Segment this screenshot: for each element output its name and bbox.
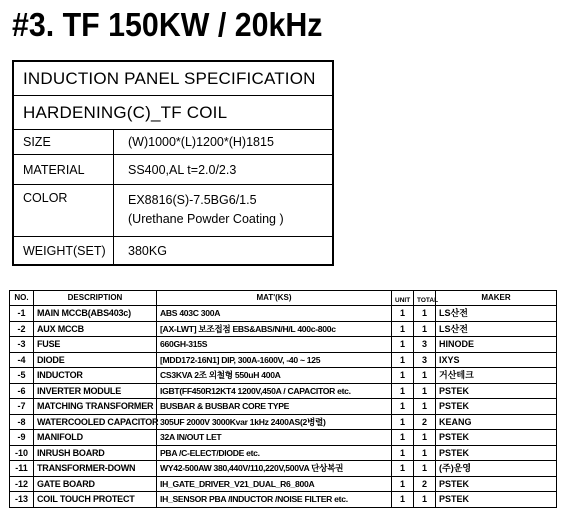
table-row xyxy=(10,383,557,399)
spec-value xyxy=(114,155,332,184)
col-header-maker: MAKER xyxy=(436,291,557,306)
spec-subheader: HARDENING(C)_TF COIL xyxy=(14,96,332,130)
spec-label: SIZE xyxy=(14,130,114,154)
cell-description: GATE BOARD xyxy=(34,476,157,492)
parts-table xyxy=(9,290,557,508)
table-row xyxy=(10,337,557,353)
cell-total: 1 xyxy=(414,306,436,322)
spec-row-material xyxy=(14,155,332,185)
cell-total: 3 xyxy=(414,337,436,353)
col-header-mat: MAT'(KS) xyxy=(157,291,392,306)
cell-mat: IGBT(FF450R12KT4 1200V,450A / CAPACITOR etc. xyxy=(157,383,392,399)
table-row xyxy=(10,461,557,477)
page-title: #3. TF 150KW / 20kHz xyxy=(12,6,323,43)
cell-total: 2 xyxy=(414,414,436,430)
cell-maker: HINODE xyxy=(436,337,557,353)
cell-total: 1 xyxy=(414,492,436,508)
cell-unit: 1 xyxy=(392,445,414,461)
cell-description: WATERCOOLED CAPACITOR xyxy=(34,414,157,430)
cell-total: 1 xyxy=(414,399,436,415)
cell-description: INVERTER MODULE xyxy=(34,383,157,399)
spec-label: MATERIAL xyxy=(14,155,114,184)
cell-unit: 1 xyxy=(392,321,414,337)
spec-value xyxy=(114,130,332,154)
spec-row-size xyxy=(14,130,332,155)
spec-label: COLOR xyxy=(14,185,114,236)
table-row xyxy=(10,352,557,368)
cell-mat: IH_SENSOR PBA /INDUCTOR /NOISE FILTER etc. xyxy=(157,492,392,508)
cell-no: -3 xyxy=(10,337,34,353)
col-header-description: DESCRIPTION xyxy=(34,291,157,306)
cell-description: DIODE xyxy=(34,352,157,368)
cell-total: 2 xyxy=(414,476,436,492)
cell-unit: 1 xyxy=(392,399,414,415)
cell-total: 1 xyxy=(414,461,436,477)
cell-description: MAIN MCCB(ABS403c) xyxy=(34,306,157,322)
cell-maker: 거산테크 xyxy=(436,368,557,384)
cell-unit: 1 xyxy=(392,492,414,508)
cell-description: INRUSH BOARD xyxy=(34,445,157,461)
cell-maker: PSTEK xyxy=(436,445,557,461)
cell-no: -10 xyxy=(10,445,34,461)
cell-unit: 1 xyxy=(392,368,414,384)
spec-value-line: (Urethane Powder Coating ) xyxy=(128,212,284,226)
cell-mat: 32A IN/OUT LET xyxy=(157,430,392,446)
table-row xyxy=(10,321,557,337)
cell-mat: [AX-LWT] 보조접점 EBS&ABS/N/H/L 400c-800c xyxy=(157,321,392,337)
cell-no: -9 xyxy=(10,430,34,446)
spec-value-line: 380KG xyxy=(128,243,167,258)
cell-no: -12 xyxy=(10,476,34,492)
cell-total: 1 xyxy=(414,368,436,384)
table-row xyxy=(10,306,557,322)
cell-description: COIL TOUCH PROTECT xyxy=(34,492,157,508)
cell-maker: PSTEK xyxy=(436,430,557,446)
cell-no: -11 xyxy=(10,461,34,477)
cell-maker: PSTEK xyxy=(436,383,557,399)
cell-mat: BUSBAR & BUSBAR CORE TYPE xyxy=(157,399,392,415)
cell-mat: PBA /C-ELECT/DIODE etc. xyxy=(157,445,392,461)
table-row xyxy=(10,445,557,461)
cell-total: 3 xyxy=(414,352,436,368)
table-row xyxy=(10,476,557,492)
col-header-no: NO. xyxy=(10,291,34,306)
cell-total: 1 xyxy=(414,321,436,337)
cell-maker: LS산전 xyxy=(436,321,557,337)
cell-no: -2 xyxy=(10,321,34,337)
spec-value xyxy=(114,237,332,264)
cell-maker: PSTEK xyxy=(436,476,557,492)
cell-total: 1 xyxy=(414,430,436,446)
cell-no: -4 xyxy=(10,352,34,368)
cell-maker: KEANG xyxy=(436,414,557,430)
spec-row-color xyxy=(14,185,332,237)
cell-maker: (주)운영 xyxy=(436,461,557,477)
cell-unit: 1 xyxy=(392,476,414,492)
cell-mat: ABS 403C 300A xyxy=(157,306,392,322)
cell-total: 1 xyxy=(414,383,436,399)
table-row xyxy=(10,414,557,430)
spec-header: INDUCTION PANEL SPECIFICATION xyxy=(14,62,332,96)
table-row xyxy=(10,368,557,384)
spec-value-line: EX8816(S)-7.5BG6/1.5 xyxy=(128,193,257,207)
col-header-unit: UNIT xyxy=(392,291,414,306)
cell-mat: 305UF 2000V 3000Kvar 1kHz 2400AS(2병렬) xyxy=(157,414,392,430)
cell-unit: 1 xyxy=(392,306,414,322)
cell-no: -13 xyxy=(10,492,34,508)
parts-header-row xyxy=(10,291,557,306)
cell-maker: LS산전 xyxy=(436,306,557,322)
spec-value-line: (W)1000*(L)1200*(H)1815 xyxy=(128,135,274,149)
spec-table xyxy=(12,60,334,266)
cell-maker: IXYS xyxy=(436,352,557,368)
cell-total: 1 xyxy=(414,445,436,461)
cell-unit: 1 xyxy=(392,337,414,353)
cell-unit: 1 xyxy=(392,461,414,477)
cell-unit: 1 xyxy=(392,430,414,446)
table-row xyxy=(10,492,557,508)
cell-mat: 660GH-315S xyxy=(157,337,392,353)
cell-mat: WY42-500AW 380,440V/110,220V,500VA 단상복권 xyxy=(157,461,392,477)
cell-no: -8 xyxy=(10,414,34,430)
cell-mat: CS3KVA 2조 외철형 550uH 400A xyxy=(157,368,392,384)
col-header-total: TOTAL xyxy=(414,291,436,306)
cell-description: INDUCTOR xyxy=(34,368,157,384)
table-row xyxy=(10,399,557,415)
cell-mat: [MDD172-16N1] DIP, 300A-1600V, -40 ~ 125 xyxy=(157,352,392,368)
cell-maker: PSTEK xyxy=(436,492,557,508)
spec-value-line: SS400,AL t=2.0/2.3 xyxy=(128,162,237,177)
spec-label: WEIGHT(SET) xyxy=(14,237,114,264)
cell-description: MANIFOLD xyxy=(34,430,157,446)
cell-unit: 1 xyxy=(392,383,414,399)
cell-no: -7 xyxy=(10,399,34,415)
cell-unit: 1 xyxy=(392,414,414,430)
cell-description: AUX MCCB xyxy=(34,321,157,337)
cell-no: -6 xyxy=(10,383,34,399)
cell-description: TRANSFORMER-DOWN xyxy=(34,461,157,477)
cell-unit: 1 xyxy=(392,352,414,368)
cell-no: -5 xyxy=(10,368,34,384)
cell-maker: PSTEK xyxy=(436,399,557,415)
table-row xyxy=(10,430,557,446)
cell-mat: IH_GATE_DRIVER_V21_DUAL_R6_800A xyxy=(157,476,392,492)
spec-value xyxy=(114,185,332,236)
cell-no: -1 xyxy=(10,306,34,322)
cell-description: MATCHING TRANSFORMER xyxy=(34,399,157,415)
cell-description: FUSE xyxy=(34,337,157,353)
spec-row-weight xyxy=(14,237,332,264)
